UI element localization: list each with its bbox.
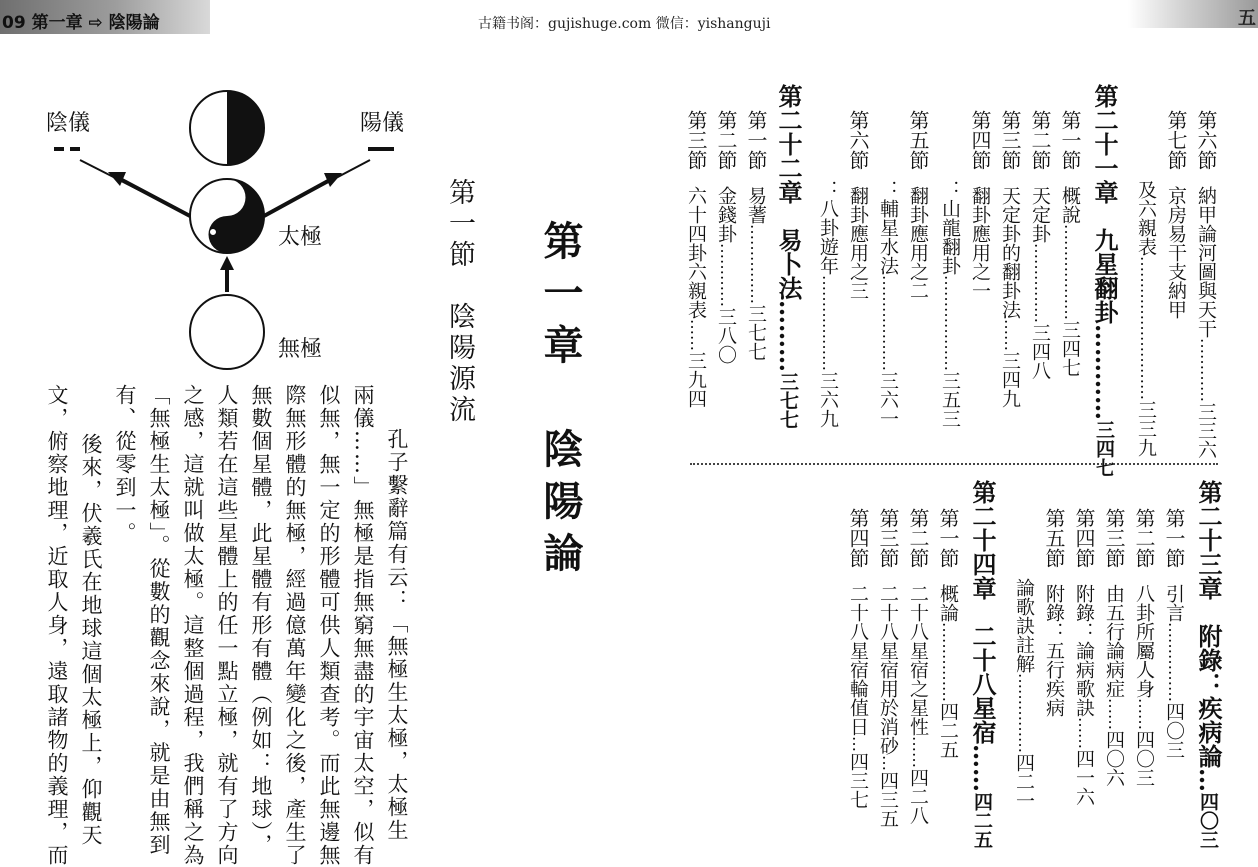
toc-entry: 第三節 天定卦的翻卦法……三四九	[998, 110, 1022, 408]
wuji-label: 無極	[278, 337, 323, 362]
toc-entry: 第四節 二十八星宿輪值日…四三七	[846, 508, 870, 809]
toc-entry: 第六節 納甲論河圖與天干…………三三六	[1194, 110, 1218, 459]
toc-divider	[690, 463, 1218, 465]
body-line: 人類若在這些星體上的任一點立極，就有了方向	[215, 384, 239, 867]
toc-entry: 第三節 由五行論病症……四〇六	[1102, 508, 1126, 787]
yin-label: 陰儀	[46, 111, 91, 136]
running-head-left: 09 第一章 ⇨ 陰陽論	[2, 13, 160, 33]
yin-yang-halves-circle	[190, 91, 264, 165]
toc-chapter-21: 第二十一章 九星翻卦…………三四七	[1090, 84, 1119, 477]
body-line: 之感，這就叫做太極。這整個過程，我們稱之為	[181, 384, 205, 867]
toc-entry: 論歌訣註解……………四二一	[1013, 578, 1035, 810]
toc-entry: 第二節 天定卦……………三四八	[1028, 110, 1052, 380]
yang-symbol-icon	[368, 147, 394, 151]
body-line: 「無極生太極」。從數的觀念來說，就是由無到	[147, 384, 171, 857]
toc-entry: ：輔星水法………………三六一	[877, 180, 899, 428]
toc-entry: 第二節 二十八星宿之星性……四二八	[906, 508, 930, 825]
yin-symbol-icon	[54, 147, 80, 151]
toc-entry: 第一節 引言……………四〇三	[1162, 508, 1186, 759]
toc-entry: 第四節 翻卦應用之一	[968, 110, 992, 300]
toc-entry: 第一節 概論……………四二五	[936, 508, 960, 759]
toc-chapter-23: 第二十三章 附錄：疾病論…四〇三	[1194, 480, 1223, 849]
section-title: 第一節 陰陽源流	[444, 178, 475, 426]
toc-entry: 第七節 京房易干支納甲	[1164, 110, 1188, 319]
body-line: 無數個星體，此星體有形有體（例如：地球），	[249, 384, 273, 857]
body-line: 際無形體的無極，經過億萬年變化之後，產生了	[283, 384, 307, 867]
body-line: 後來，伏羲氏在地球這個太極上，仰觀天	[79, 410, 103, 847]
left-arrow-icon	[80, 160, 190, 216]
body-line: 文，俯察地理，近取人身，遠取諸物的義理，而	[45, 384, 69, 867]
toc-entry: 第三節 六十四卦六親表……三九四	[684, 110, 708, 408]
toc-entry: 第四節 附錄：論病歌訣……四一六	[1072, 508, 1096, 806]
toc-entry: 第二節 金錢卦…………三八〇	[714, 110, 738, 364]
toc-entry: 第一節 易蓍……………三七七	[744, 110, 768, 361]
toc-entry: 第二節 八卦所屬人身……四〇三	[1132, 508, 1156, 787]
page-header	[0, 0, 1258, 40]
taiji-symbol-icon	[190, 179, 264, 253]
header-right-band	[1128, 0, 1258, 28]
toc-entry: 第五節 翻卦應用之二	[906, 110, 930, 300]
toc-entry: 第一節 概說………………三四七	[1058, 110, 1082, 377]
running-head-right: 五	[1238, 8, 1256, 29]
body-line: 兩儀……」無極是指無窮無盡的宇宙太空，似有	[351, 384, 375, 867]
chapter-title: 第一章 陰陽論	[537, 220, 584, 584]
body-line: 似無，無一定的形體可供人類查考。而此無邊無	[317, 384, 341, 867]
header-left-band	[0, 0, 210, 34]
body-line: 有、從零到一。	[113, 384, 137, 545]
body-line: 孔子繫辭篇有云：「無極生太極，太極生	[385, 428, 409, 842]
toc-entry: 第五節 附錄：五行疾病	[1042, 508, 1066, 717]
watermark: 古籍书阁：gujishuge.com 微信：yishanguji	[478, 16, 771, 32]
right-arrow-icon	[264, 160, 370, 216]
yang-label: 陽儀	[360, 111, 405, 136]
toc-entry: 第六節 翻卦應用之三	[846, 110, 870, 300]
taiji-diagram	[40, 80, 400, 380]
toc-entry: 第三節 二十八星宿用於消砂…四三五	[876, 508, 900, 828]
up-arrow-icon	[220, 256, 234, 292]
taiji-label: 太極	[278, 225, 323, 250]
toc-entry: ：八卦遊年………………三六九	[817, 180, 839, 428]
toc-chapter-22: 第二十二章 易卜法………三七七	[774, 84, 803, 429]
toc-entry: ：山龍翻卦………………三五三	[939, 180, 961, 428]
toc-entry: 及六親表………………………三三九	[1135, 180, 1157, 457]
wuji-circle	[190, 295, 264, 369]
toc-chapter-24: 第二十四章 二十八星宿……四二五	[968, 480, 997, 849]
